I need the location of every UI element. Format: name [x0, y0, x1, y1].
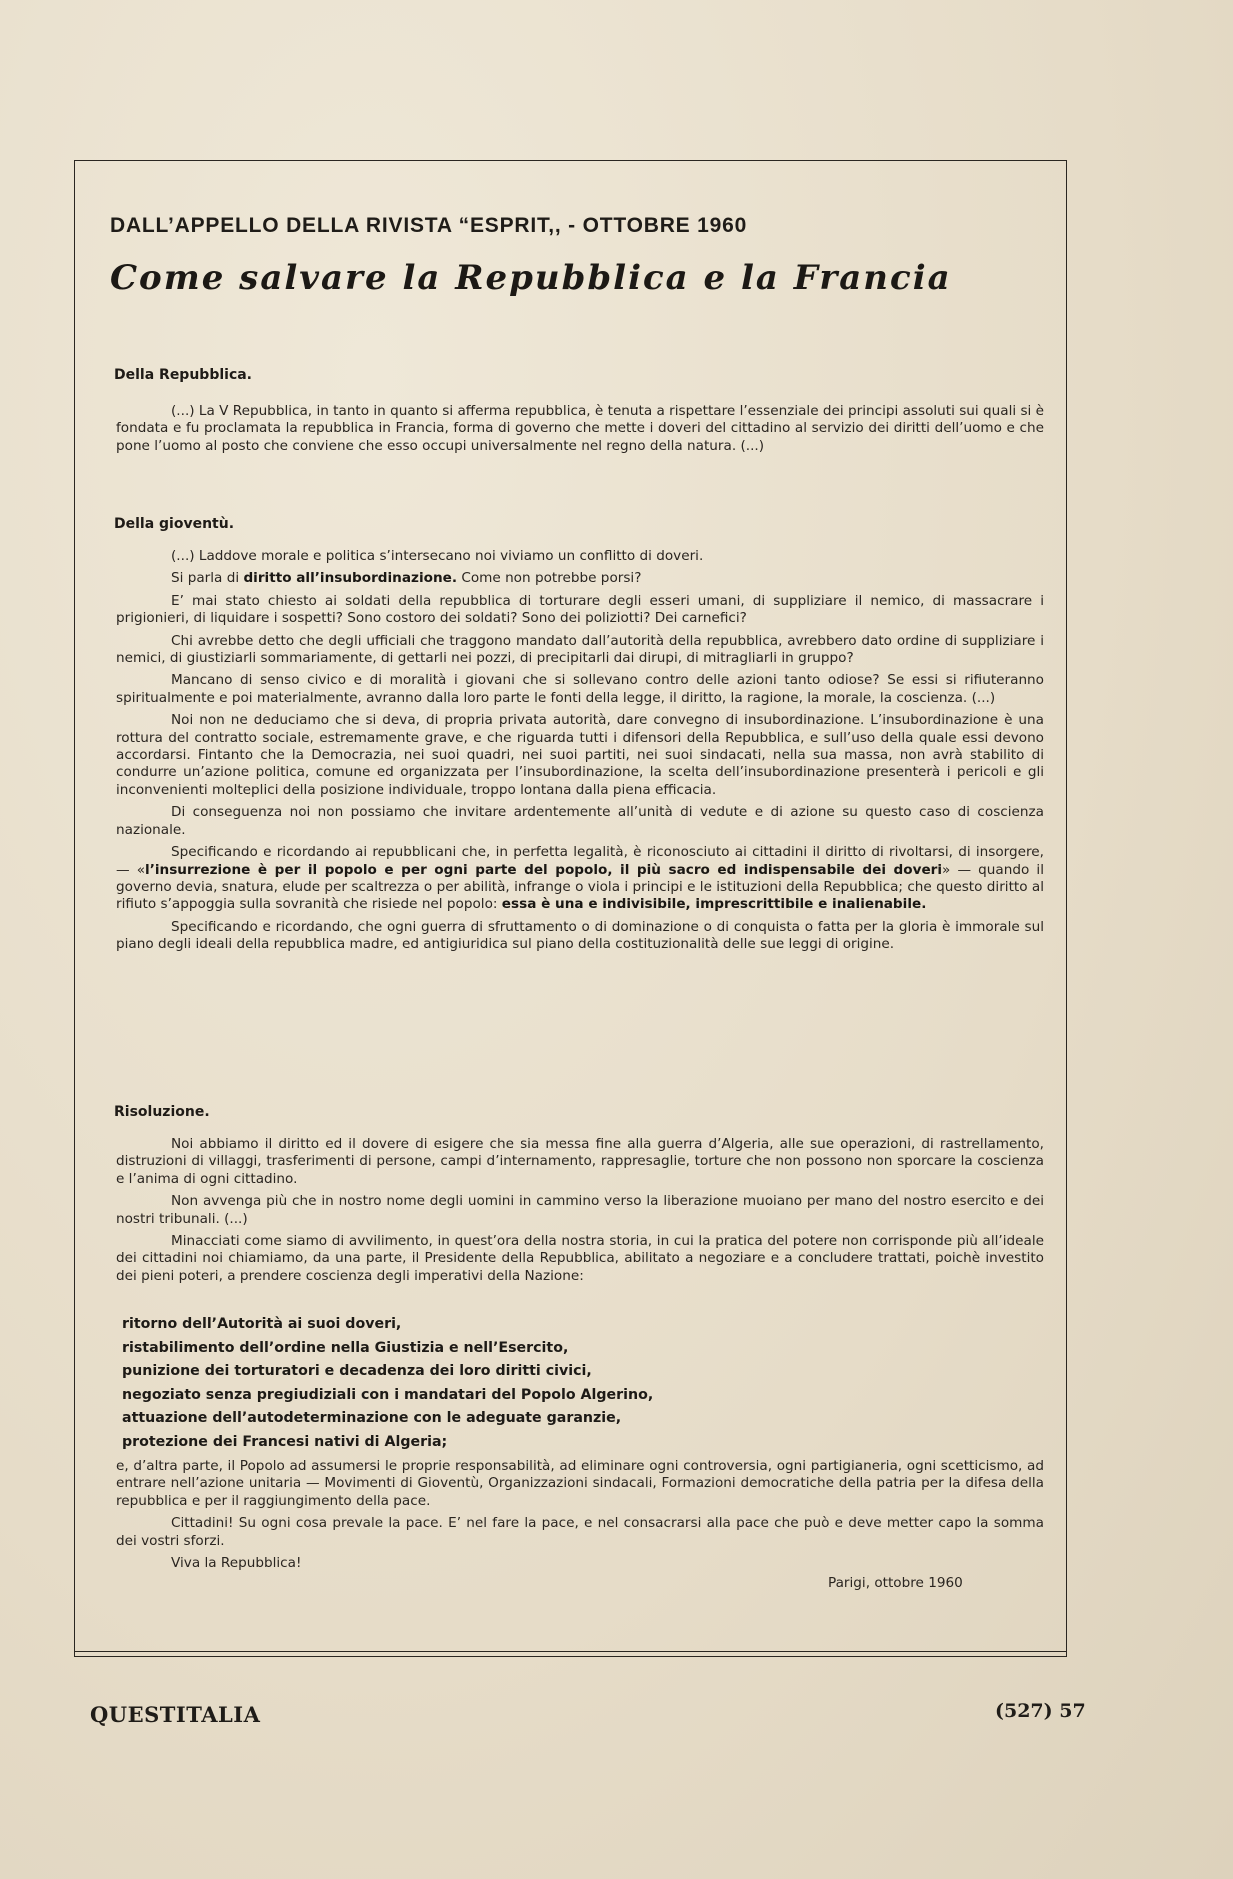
paragraph: Specificando e ricordando, che ogni guerra di sfruttamento o di dominazione o di conquista o fatta per la gloria è immorale sul piano degli ideali della repubblica madre, ed antigiuridica sul piano della costituzionalità delle sue leggi di origine.	[116, 918, 1044, 953]
signoff: Parigi, ottobre 1960	[828, 1575, 963, 1591]
paragraph: Minacciati come siamo di avvilimento, in quest’ora della nostra storia, in cui la pratica del potere non corrisponde più all’ideale dei cittadini noi chiamiamo, da una parte, il Presidente della Repubblica, abilitato a negoziare e a concludere trattati, poichè investito dei pieni poteri, a prendere coscienza degli imperativi della Nazione:	[116, 1233, 1044, 1284]
list-item: attuazione dell’autodeterminazione con le adeguate garanzie,	[122, 1410, 622, 1426]
article-kicker: DALL’APPELLO DELLA RIVISTA “ESPRIT,, - OTTOBRE 1960	[110, 214, 748, 237]
paragraph: Cittadini! Su ogni cosa prevale la pace. E’ nel fare la pace, e nel consacrarsi alla pace che può e deve metter capo la somma dei vostri sforzi.	[116, 1515, 1044, 1549]
paragraph: Noi abbiamo il diritto ed il dovere di esigere che sia messa fine alla guerra d’Algeria, alle sue operazioni, di rastrellamento, distruzioni di villaggi, trasferimenti di persone, campi d’internamento, rappresaglie, torture che non possono non sporcare la coscienza e l’anima di ogni cittadino.	[116, 1136, 1044, 1187]
list-item: ristabilimento dell’ordine nella Giustizia e nell’Esercito,	[122, 1339, 569, 1356]
page-number: (527) 57	[995, 1700, 1086, 1722]
article-title: Come salvare la Repubblica e la Francia	[110, 258, 952, 298]
text: Specificando e ricordando ai repubblicani che, in perfetta legalità, è riconosciuto ai cittadini il diritto di rivoltarsi, di insorgere, — «	[116, 844, 1044, 878]
paragraph: E’ mai stato chiesto ai soldati della repubblica di torturare degli esseri umani, di suppliziare il nemico, di massacrare i prigionieri, di liquidare i sospetti? Sono costoro dei soldati? Sono dei poliziotti? Dei carnefici?	[116, 592, 1044, 627]
emphasis: essa è una e indivisibile, imprescrittibile e inalienabile.	[501, 896, 927, 913]
demands-list	[122, 1316, 653, 1457]
section-heading-risoluzione: Risoluzione.	[114, 1104, 210, 1120]
paragraph: (...) Laddove morale e politica s’intersecano noi viviamo un conflitto di doveri.	[171, 548, 704, 564]
text: » — quando il governo devia, snatura, elude per scaltrezza o per abilità, infrange o viola i principi e le istituzioni della Repubblica; che questo diritto al rifiuto s’appoggia sulla sovranità che risiede nel popolo:	[116, 861, 1044, 913]
section-risoluzione-closing	[116, 1458, 1044, 1577]
section-repubblica-body	[116, 403, 1044, 460]
paragraph: Non avvenga più che in nostro nome degli uomini in cammino verso la liberazione muoiano per mano del nostro esercito e dei nostri tribunali. (...)	[116, 1193, 1044, 1227]
section-heading-gioventu: Della gioventù.	[114, 516, 235, 532]
paragraph: (...) La V Repubblica, in tanto in quanto si afferma repubblica, è tenuta a rispettare l’essenziale dei principi assoluti sui quali si è fondata e fu proclamata la repubblica in Francia, forma di governo che mette i doveri del cittadino al servizio dei diritti dell’uomo e che pone l’uomo al posto che conviene che esso occupi universalmente nel regno della natura. (...)	[116, 403, 1044, 454]
paragraph	[116, 844, 1044, 914]
paragraph: Mancano di senso civico e di moralità i giovani che si sollevano contro delle azioni tanto odiose? Se essi si rifiuteranno spiritualmente e poi materialmente, avranno dalla loro parte le fonti della legge, il diritto, la ragione, la morale, la coscienza. (...)	[116, 672, 1044, 706]
paragraph: e, d’altra parte, il Popolo ad assumersi le proprie responsabilità, ad eliminare ogni controversia, ogni partigianeria, ogni scetticismo, ad entrare nell’azione unitaria — Movimenti di Gioventù, Organizzazioni sindacali, Formazioni democratiche della patria per la difesa della repubblica e per il raggiungimento della pace.	[116, 1458, 1044, 1509]
paragraph	[116, 570, 1044, 587]
paragraph: Di conseguenza noi non possiamo che invitare ardentemente all’unità di vedute e di azione su questo caso di coscienza nazionale.	[116, 804, 1044, 838]
text: Come non potrebbe porsi?	[457, 570, 642, 587]
magazine-name: QUESTITALIA	[90, 1702, 261, 1727]
emphasis: diritto all’insubordinazione.	[243, 570, 458, 587]
paragraph: Viva la Repubblica!	[171, 1555, 302, 1572]
section-risoluzione-body	[116, 1136, 1044, 1290]
list-item: protezione dei Francesi nativi di Algeria;	[122, 1433, 448, 1450]
section-gioventu-body	[116, 548, 1044, 959]
list-item: ritorno dell’Autorità ai suoi doveri,	[122, 1316, 402, 1332]
emphasis: l’insurrezione è per il popolo e per ogni parte del popolo, il più sacro ed indispensabile dei doveri	[145, 861, 943, 878]
paragraph: Noi non ne deduciamo che si deva, di propria privata autorità, dare convegno di insubordinazione. L’insubordinazione è una rottura del contratto sociale, estremamente grave, e che riguarda tutti i difensori della Repubblica, e sull’uso della quale essi devono accordarsi. Fintanto che la Democrazia, nei suoi quadri, nei suoi partiti, nei suoi sindacati, nella sua massa, non avrà stabilito di condurre un’azione politica, comune ed organizzata per l’insubordinazione, la scelta dell’insubordinazione presenterà i pericoli e gli inconvenienti molteplici della posizione individuale, troppo lontana dalla piena efficacia.	[116, 712, 1044, 798]
paragraph: Chi avrebbe detto che degli ufficiali che traggono mandato dall’autorità della repubblica, avrebbero dato ordine di suppliziare i nemici, di giustiziarli sommariamente, di gettarli nei pozzi, di precipitarli dai dirupi, di mitragliarli in gruppo?	[116, 632, 1044, 667]
section-heading-repubblica: Della Repubblica.	[114, 367, 253, 383]
text: Si parla di	[171, 570, 244, 587]
list-item: negoziato senza pregiudiziali con i mandatari del Popolo Algerino,	[122, 1386, 654, 1403]
list-item: punizione dei torturatori e decadenza dei loro diritti civici,	[122, 1363, 592, 1379]
